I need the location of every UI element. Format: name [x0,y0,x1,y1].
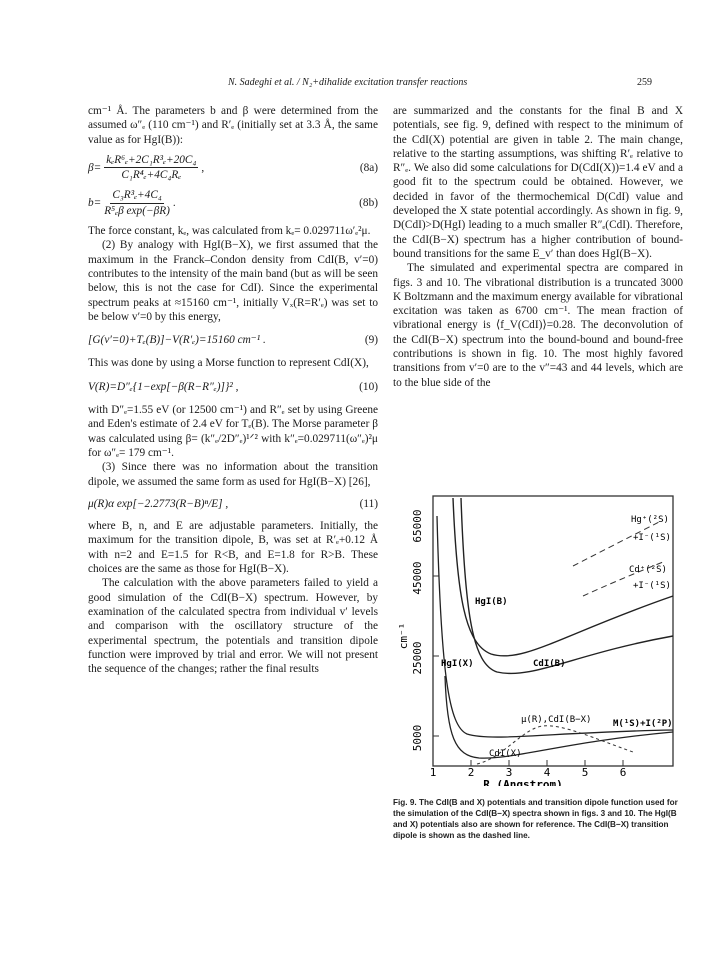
x-tick-label: 2 [467,766,475,779]
x-tick-label: 1 [429,766,437,779]
running-header [0,77,720,91]
paragraph: The calculation with the above parameters failed to yield a good simulation of the CdI(B−X) spectrum. However, by examination of the calculated spectra from individual v′ levels and comparison with the oscillatory structure of the experimental spectrum, the potentials and transition dipole function were improved by trial and error. We will not present the sequence of the changes; rather the final results [88,577,378,676]
eq9-number: (9) [364,334,378,347]
paragraph: This was done by using a Morse function to represent CdI(X), [88,357,369,370]
equation-8a: β= kₑR⁶ₑ+2C₁R³ₑ+20C₄ C₁R⁴ₑ+4C₄Rₑ , (8a) [88,153,378,182]
eq8a-lhs: β= [88,161,102,174]
eq10-body: V(R)=D″ₑ{1−exp[−β(R−R″ₑ)]}² , [88,380,239,393]
equation-10 [88,380,378,394]
figure-caption [393,797,683,841]
paragraph: (2) By analogy with HgI(B−X), we first assumed that the maximum in the Franck–Condon density from CdI(B, v′=0) contributes to the intensity of the main band (but as will be seen below, this is not the case for CdI). Since the experimental spectrum peaks at ≈15160 cm⁻¹, initially Vₓ(R=R′ₑ) was set to be below v′=0 by this energy, [88,239,378,323]
y-tick-label: 25000 [411,641,424,675]
left-column [88,104,378,676]
caption-text: The CdI(B and X) potentials and transition dipole function used for the simulation of the CdI(B−X) spectra shown in figs. 3 and 10. The HgI(B and X) potentials also are shown for reference. The CdI(B−X) transition dipole is shown as the dashed line. [393,798,678,840]
potential-curves-plot [393,476,683,786]
equation-9 [88,333,378,347]
caption-label: Fig. 9. [393,798,417,807]
eq8a-numerator: kₑR⁶ₑ+2C₁R³ₑ+20C₄ [104,153,198,168]
x-tick-label: 4 [543,766,551,779]
y-tick-label: 5000 [411,724,424,752]
ionic-curve-hg [573,520,663,566]
label-i-minus-mid: +I⁻(¹S) [633,581,671,591]
paragraph: The force constant, kₑ, was calculated from kₑ= 0.029711ω′ₑ²μ. [88,225,371,238]
y-tick-marks [433,496,439,736]
x-tick-marks [433,760,623,766]
y-axis-label: cm⁻¹ [397,622,410,650]
y-tick-label: 65000 [411,509,424,543]
paragraph: (3) Since there was no information about the transition dipole, we assumed the same form as used for HgI(B−X) [26], [88,461,378,488]
label-dipole: μ(R),CdI(B−X) [521,715,592,725]
paragraph: where B, n, and E are adjustable parameters. Initially, the maximum for the transition dipole, B, was set at R′ₑ+0.12 Å with n=2 and E=1.5 for R<B, and E=1.8 for R>B. These choices are the same as those for HgI(B−X). [88,520,378,576]
eq8b-lhs: b= [88,197,102,210]
hgi-x-curve [437,516,673,737]
page-number: 259 [637,77,652,88]
eq8b-number: (8b) [359,197,378,210]
label-cd-plus: Cd⁺(²S) [629,565,667,575]
paragraph: with D″ₑ=1.55 eV (or 12500 cm⁻¹) and R″ₑ set by using Greene and Eden's estimate of 2.4 eV for Tₑ(B). The Morse parameter β was calculated using β= (k″ₑ/2D″ₑ)¹ᐟ² with k″ₑ=0.029711(ω″ₑ)²μ for ω″ₑ= 179 cm⁻¹. [88,404,378,459]
eq10-number: (10) [359,380,378,393]
x-tick-label: 6 [619,766,627,779]
paragraph: are summarized and the constants for the final B and X potentials, see fig. 9, defined with respect to the minimum of the CdI(X) potential are given in table 2. The main change, relative to the starting assumptions, was shifting R′ₑ relative to R″ₑ. We also did some calculations for D(CdI(X))=1.4 eV and a good fit to the spectrum could be obtained. However, we decided in favor of the thermochemical D(CdI) value and developed the X state potential accordingly. As shown in fig. 9, D(CdI)>D(HgI) leading to a much smaller R″ₑ(CdI). Therefore, the CdI(B−X) spectrum has a higher contribution of bound-bound transitions for the same E_v′ than does HgI(B−X). [393,105,683,260]
eq11-body: μ(R)α exp[−2.2773(R−B)ⁿ/E] , [88,497,229,510]
eq8b-denominator: R⁵ₑβ exp(−βR) [104,204,170,217]
figure-9 [393,476,683,786]
paragraph: cm⁻¹ Å. The parameters b and β were determined from the assumed ω″ₑ (110 cm⁻¹) and R′ₑ (initially set at 3.3 Å, the same value as for HgI(B)): [88,105,378,146]
label-cdi-x: CdI(X) [489,749,522,759]
x-tick-label: 3 [505,766,513,779]
label-hg-plus: Hg⁺(²S) [631,515,669,525]
label-cdi-b: CdI(B) [533,659,566,669]
right-column [393,104,683,390]
eq8b-numerator: C₃R³ₑ+4C₄ [110,188,163,203]
eq8a-number: (8a) [359,161,378,174]
equation-8b: b= $\frac{\text{C₃R³ₑ+4C₄}}{\text{R⁵ₑβ exp(−βR)}}$ . (8b) [88,189,378,217]
eq8a-denominator: C₁R⁴ₑ+4C₄Rₑ [121,169,182,182]
running-title: N. Sadeghi et al. / N₂+dihalide excitation transfer reactions [228,77,468,88]
y-tick-label: 45000 [411,561,424,595]
eq9-body: [G(v′=0)+Tₑ(B)]−V(R′ₑ)=15160 cm⁻¹ . [88,334,266,347]
label-i-minus-top: +I⁻(¹S) [633,533,671,543]
label-hgi-b: HgI(B) [475,597,508,607]
x-axis-label: R (Angstrom) [483,778,563,786]
label-hgi-x: HgI(X) [441,659,474,669]
label-m-limit: M(¹S)+I(²P) [613,719,673,729]
eq11-number: (11) [359,497,378,510]
equation-11 [88,497,378,511]
x-tick-label: 5 [581,766,589,779]
paragraph: The simulated and experimental spectra are compared in figs. 3 and 10. The vibrational distribution is a truncated 3000 K Boltzmann and the maximum energy available for vibrational excitation was taken as 6700 cm⁻¹. The mean fraction of vibrational energy is ⟨f_V(CdI)⟩=0.28. The deconvolution of the CdI(B−X) spectrum into the bound-bound and bound-free contributions is shown in fig. 10. The most highly favored transitions from v′=0 are to the v″=43 and 44 levels, which are to the blue side of the [393,262,683,389]
